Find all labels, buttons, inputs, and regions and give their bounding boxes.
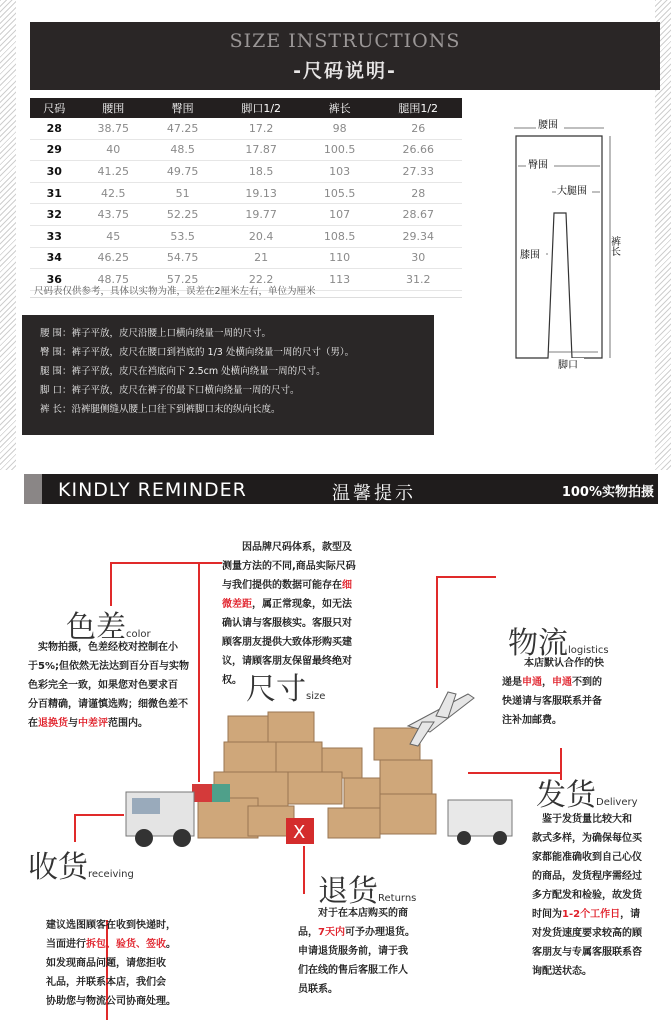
x-mark: X: [293, 822, 306, 843]
size-cell: 31: [30, 182, 79, 204]
size-table-note: 尺码表仅供参考，具体以实物为准，误差在2厘米左右，单位为厘米: [34, 286, 316, 297]
box: [380, 794, 436, 834]
van: [448, 800, 512, 845]
divider: [30, 297, 462, 298]
table-cell: 28: [374, 182, 462, 204]
table-cell: 30: [374, 247, 462, 269]
returns-title-en: Returns: [378, 893, 417, 904]
table-cell: 105.5: [305, 182, 374, 204]
column-header: 脚口1/2: [217, 98, 305, 118]
table-cell: 40: [79, 139, 148, 161]
delivery-text-line: ，请: [620, 909, 641, 920]
table-cell: 20.4: [217, 225, 305, 247]
size-cell: 33: [30, 225, 79, 247]
color-title-en: color: [126, 629, 151, 640]
returns-text-line: 可予办理退货。: [344, 927, 415, 938]
box: [224, 742, 276, 772]
table-cell: 51: [148, 182, 217, 204]
green-box: [212, 784, 230, 802]
table-cell: 49.75: [148, 161, 217, 183]
color-text-line: 于5%;但依然无法达到百分百与实物: [28, 661, 189, 672]
table-cell: 107: [305, 204, 374, 226]
color-text-highlight: 中差评: [78, 718, 108, 729]
table-cell: 31.2: [374, 269, 462, 291]
airplane-icon: [408, 692, 474, 746]
size-text-line: 议，请顾客朋友保留最终绝对: [222, 656, 352, 667]
returns-text-highlight: 7天内: [318, 927, 345, 938]
table-cell: 26.66: [374, 139, 462, 161]
box: [328, 808, 380, 838]
table-cell: 22.2: [217, 269, 305, 291]
shipping-illustration: [118, 688, 518, 858]
receiving-text-line: 当面进行: [46, 939, 86, 950]
table-cell: 17.87: [217, 139, 305, 161]
table-cell: 57.25: [148, 269, 217, 291]
receiving-title: 收货: [28, 850, 88, 885]
reminder-title-cn: 温馨提示: [332, 483, 416, 504]
table-row: [30, 247, 462, 269]
logistics-text-line: ，: [542, 677, 552, 688]
table-row: [30, 161, 462, 183]
delivery-description: [532, 810, 660, 981]
returns-text-line: 员联系。: [298, 984, 338, 995]
color-text-line: 色彩完全一致，如果您对色要求百: [28, 680, 178, 691]
size-cell: 36: [30, 269, 79, 291]
color-title: 色差: [66, 610, 126, 645]
delivery-text-line: 询配送状态。: [532, 966, 592, 977]
size-title-en: size: [306, 691, 326, 702]
table-cell: 29.34: [374, 225, 462, 247]
size-text-highlight: 微差距: [222, 599, 252, 610]
column-header: 腿围1/2: [374, 98, 462, 118]
table-cell: 48.75: [79, 269, 148, 291]
connector-line: [112, 562, 222, 564]
real-photo-badge: 100%实物拍摄: [561, 485, 654, 500]
table-row: [30, 225, 462, 247]
box: [268, 712, 314, 742]
truck: [126, 792, 194, 847]
table-cell: 42.5: [79, 182, 148, 204]
color-text-line: 在: [28, 718, 38, 729]
table-cell: 17.2: [217, 118, 305, 139]
size-instructions-banner: [30, 22, 660, 90]
size-text-line: 顾客朋友提供大致体形购买建: [222, 637, 352, 648]
box: [344, 778, 384, 808]
pants-diagram: [500, 108, 630, 378]
returns-text-line: 品，: [298, 927, 318, 938]
table-cell: 41.25: [79, 161, 148, 183]
logistics-title: 物流: [508, 626, 568, 661]
column-header: 尺码: [30, 98, 79, 118]
logistics-text-line: 注补加邮费。: [502, 715, 562, 726]
logistics-text-line: 递是: [502, 677, 522, 688]
red-box: [192, 784, 212, 802]
receiving-text-line: 如发现商品问题，请您拒收: [46, 958, 166, 969]
color-text-line: 实物拍摄，色差经校对控制在小: [38, 642, 178, 653]
delivery-heading: [536, 770, 638, 814]
connector-line: [436, 576, 496, 578]
receiving-text-highlight: 拆包、验货、签收: [86, 939, 166, 950]
color-text-line: 范围内。: [108, 718, 148, 729]
table-cell: 46.25: [79, 247, 148, 269]
table-row: [30, 182, 462, 204]
size-title: 尺寸: [246, 672, 306, 707]
table-cell: 19.77: [217, 204, 305, 226]
size-text-line: 测量方法的不同,商品实际尺码: [222, 561, 356, 572]
table-cell: 48.5: [148, 139, 217, 161]
table-cell: 38.75: [79, 118, 148, 139]
size-text-line: ，属正常现象，如无法: [252, 599, 352, 610]
receiving-description: [46, 916, 206, 1011]
table-cell: 53.5: [148, 225, 217, 247]
returns-title: 退货: [318, 874, 378, 909]
delivery-text-line: 对发货速度要求较高的顾: [532, 928, 642, 939]
logistics-text-line: 本店默认合作的快: [524, 658, 604, 669]
delivery-text-line: 家都能准确收到自己心仪: [532, 852, 642, 863]
receiving-text-line: 礼品，并联系本店，我们会: [46, 977, 166, 988]
size-table: [30, 98, 462, 291]
table-cell: 19.13: [217, 182, 305, 204]
delivery-text-line: 客朋友与专属客服联系咨: [532, 947, 642, 958]
color-text-line: 分百精确，请谨慎选购；细微色差不: [28, 699, 188, 710]
measure-thigh: 腿 围：裤子平放，皮尺在裆底向下 2.5cm 处横向绕量一周的尺寸。: [40, 366, 326, 377]
size-text-line: 权。: [222, 675, 242, 686]
delivery-text-line: 鉴于发货量比较大和: [542, 814, 632, 825]
size-cell: 34: [30, 247, 79, 269]
table-cell: 113: [305, 269, 374, 291]
returns-description: [298, 904, 438, 999]
thigh-label: 大腿围: [557, 186, 587, 197]
box: [276, 742, 322, 772]
color-text-line: 与: [68, 718, 78, 729]
measure-hem: 脚 口：裤子平放，皮尺在裤子的最下口横向绕量一周的尺寸。: [40, 385, 300, 396]
reminder-tab: [24, 474, 42, 504]
logistics-text-highlight: 申通: [522, 677, 542, 688]
table-cell: 28.67: [374, 204, 462, 226]
size-text-line: 与我们提供的数据可能存在: [222, 580, 342, 591]
hip-label: 臀围: [528, 160, 548, 171]
logistics-title-en: logistics: [568, 645, 609, 656]
size-cell: 28: [30, 118, 79, 139]
table-cell: 110: [305, 247, 374, 269]
delivery-text-line: 多方配发和检验，故发货: [532, 890, 642, 901]
table-cell: 26: [374, 118, 462, 139]
color-text-highlight: 退换货: [38, 718, 68, 729]
knee-label: 膝围: [520, 250, 540, 261]
receiving-title-en: receiving: [88, 869, 134, 880]
table-cell: 18.5: [217, 161, 305, 183]
table-cell: 45: [79, 225, 148, 247]
connector-line: [110, 562, 112, 606]
delivery-title-en: Delivery: [596, 797, 638, 808]
returns-text-line: 对于在本店购买的商: [318, 908, 408, 919]
column-header: 腰围: [79, 98, 148, 118]
table-row: [30, 118, 462, 139]
box: [288, 772, 342, 804]
banner-title-cn: -尺码说明-: [293, 60, 397, 82]
table-cell: 54.75: [148, 247, 217, 269]
size-cell: 32: [30, 204, 79, 226]
delivery-text-line: 时间为: [532, 909, 562, 920]
measure-waist: 腰 围：裤子平放，皮尺沿腰上口横向绕量一周的尺寸。: [40, 328, 272, 339]
column-header: 裤长: [305, 98, 374, 118]
size-text-highlight: 细: [342, 580, 352, 591]
size-text-line: 因品牌尺码体系，款型及: [242, 542, 352, 553]
table-cell: 43.75: [79, 204, 148, 226]
receiving-heading: [28, 842, 134, 886]
table-cell: 27.33: [374, 161, 462, 183]
logistics-text-line: 快递请与客服联系并备: [502, 696, 602, 707]
receiving-text-line: 。: [166, 939, 176, 950]
banner-title-en: SIZE INSTRUCTIONS: [229, 30, 461, 52]
reminder-title-en: KINDLY REMINDER: [58, 479, 247, 501]
measure-hip: 臀 围：裤子平放，皮尺在腰口到裆底的 1/3 处横向绕量一周的尺寸（男）。: [40, 347, 355, 358]
length-label: 裤长: [608, 236, 620, 256]
table-cell: 108.5: [305, 225, 374, 247]
size-cell: 29: [30, 139, 79, 161]
hem-label: 脚口: [558, 360, 578, 371]
table-row: [30, 204, 462, 226]
table-cell: 21: [217, 247, 305, 269]
delivery-text-line: 的商品，发货程序需经过: [532, 871, 642, 882]
box: [228, 716, 268, 742]
returns-text-line: 们在线的售后客服工作人: [298, 965, 408, 976]
box: [380, 760, 432, 794]
receiving-text-line: 协助您与物流公司协商处理。: [46, 996, 176, 1007]
measure-length: 裤 长：沿裤腿侧缝从腰上口往下到裤脚口末的纵向长度。: [40, 404, 281, 415]
logistics-text-highlight: 申通: [552, 677, 572, 688]
left-hatch-decoration: [0, 0, 16, 470]
table-row: [30, 139, 462, 161]
size-table-header: [30, 98, 462, 118]
returns-text-line: 申请退货服务前，请于我: [298, 946, 408, 957]
connector-line: [74, 814, 124, 816]
table-cell: 52.25: [148, 204, 217, 226]
waist-label: 腰围: [538, 120, 558, 131]
logistics-description: [502, 654, 652, 730]
table-cell: 103: [305, 161, 374, 183]
connector-line: [74, 814, 76, 842]
connector-line: [436, 576, 438, 688]
table-cell: 98: [305, 118, 374, 139]
delivery-text-line: 款式多样，为确保每位买: [532, 833, 642, 844]
logistics-text-line: 不到的: [572, 677, 602, 688]
receiving-text-line: 建议选图顾客在收到快递时，: [46, 920, 176, 931]
measurement-instructions: [22, 315, 434, 435]
kindly-reminder-bar: [24, 474, 658, 504]
table-cell: 100.5: [305, 139, 374, 161]
table-cell: 47.25: [148, 118, 217, 139]
size-text-line: 确认请与客服核实。客服只对: [222, 618, 352, 629]
size-cell: 30: [30, 161, 79, 183]
delivery-text-highlight: 1-2个工作日: [562, 909, 621, 920]
column-header: 臀围: [148, 98, 217, 118]
delivery-title: 发货: [536, 778, 596, 813]
